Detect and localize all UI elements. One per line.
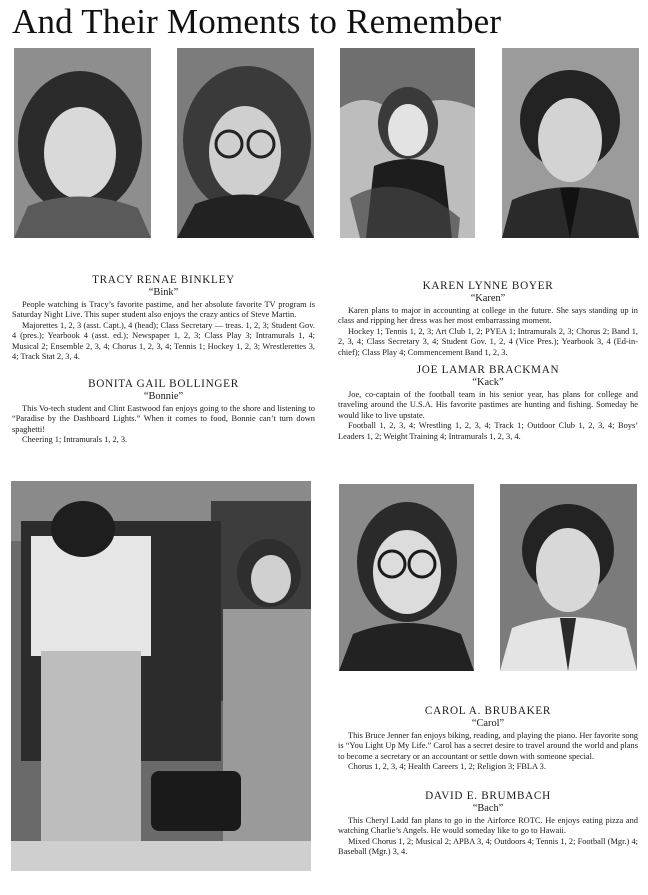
portrait-photo-binkley xyxy=(14,48,151,238)
student-name: CAROL A. BRUBAKER xyxy=(424,705,552,717)
bio-brubaker xyxy=(338,705,638,773)
portrait-photo-bollinger xyxy=(177,48,314,238)
student-description: This Vo-tech student and Clint Eastwood fan enjoys going to the shore and listening to “Paradise by the Dashboard Lights.” When it comes to food, Bonnie can’t turn down spaghetti! xyxy=(12,404,315,434)
student-description: Karen plans to major in accounting at college in the future. She says standing up in class and ripping her dress was her most embarrassing moment. xyxy=(338,306,638,326)
student-nickname: “Carol” xyxy=(471,718,505,729)
student-nickname: “Karen” xyxy=(470,293,506,304)
student-name: TRACY RENAE BINKLEY xyxy=(92,274,235,286)
student-nickname: “Bach” xyxy=(472,803,504,814)
candid-photo-students xyxy=(11,481,311,871)
student-description: Joe, co-captain of the football team in his senior year, has plans for college and traveling around the U.S.A. His favorite pastimes are hunting and fishing. Someday he would like to live upstate. xyxy=(338,390,638,420)
bio-binkley xyxy=(12,274,315,362)
bio-brumbach xyxy=(338,790,638,858)
page-title: And Their Moments to Remember xyxy=(12,2,502,41)
bio-brackman xyxy=(338,364,638,442)
student-nickname: “Kack” xyxy=(472,377,504,388)
student-nickname: “Bink” xyxy=(148,287,179,298)
student-description: This Bruce Jenner fan enjoys biking, reading, and playing the piano. Her favorite song is “You Light Up My Life.” Carol has a secret desire to travel around the world and plans to become a secretary or an accountant or settle down with someone special. xyxy=(338,731,638,761)
student-description: This Cheryl Ladd fan plans to go in the Airforce ROTC. He enjoys eating pizza and watching Charlie’s Angels. He would someday like to go to Hawaii. xyxy=(338,816,638,836)
bio-bollinger xyxy=(12,378,315,446)
student-activities: Cheering 1; Intramurals 1, 2, 3. xyxy=(22,435,128,445)
student-activities: Chorus 1, 2, 3, 4; Health Careers 1, 2; Religion 3; FBLA 3. xyxy=(348,762,546,772)
portrait-photo-brackman xyxy=(502,48,639,238)
student-activities: Football 1, 2, 3, 4; Wrestling 1, 2, 3, 4; Track 1; Outdoor Club 1, 2, 3, 4; Boys’ Leaders 1, 2; Weight Training 4; Intramurals 1, 2, 3, 4. xyxy=(338,421,638,441)
student-activities: Hockey 1; Tennis 1, 2, 3; Art Club 1, 2; PYEA 1; Intramurals 2, 3; Chorus 2; Band 1, 2, 3, 4; Class Secretary 3, 4; Student Gov. 1, 2, 4 (Vice Pres.); Yearbook 3, 4 (Ed-in-chief); Class Play 4; Commencement Band 1, 2, 3. xyxy=(338,326,638,357)
student-activities: Mixed Chorus 1, 2; Musical 2; APBA 3, 4; Outdoors 4; Tennis 1, 2; Football (Mgr.) 4; Baseball (Mgr.) 3, 4. xyxy=(338,836,638,857)
student-name: KAREN LYNNE BOYER xyxy=(422,280,554,292)
portrait-photo-brubaker xyxy=(339,484,474,671)
portrait-photo-brumbach xyxy=(500,484,637,671)
student-description: People watching is Tracy’s favorite pastime, and her absolute favorite TV program is Saturday Night Live. This super student also enjoys the crazy antics of Steve Martin. xyxy=(12,300,315,320)
student-name: DAVID E. BRUMBACH xyxy=(425,790,551,802)
student-name: JOE LAMAR BRACKMAN xyxy=(416,364,560,376)
student-nickname: “Bonnie” xyxy=(143,391,184,402)
portrait-photo-boyer xyxy=(340,48,475,238)
student-name: BONITA GAIL BOLLINGER xyxy=(88,378,239,390)
bio-boyer xyxy=(338,280,638,358)
student-activities: Majorettes 1, 2, 3 (asst. Capt.), 4 (head); Class Secretary — treas. 1, 2, 3; Student Gov. 4 (pres.); Yearbook 4 (asst. ed.); Newspaper 1, 2, 3; Class Play 3; Intramurals 1, 4; Musical 2; Ensemble 2, 3, 4; Chorus 1, 2, 3, 4; Tennis 1; Hockey 1, 2, 3; Wrestlerettes 3, 4; Track Stat 2, 3, 4. xyxy=(12,320,315,362)
